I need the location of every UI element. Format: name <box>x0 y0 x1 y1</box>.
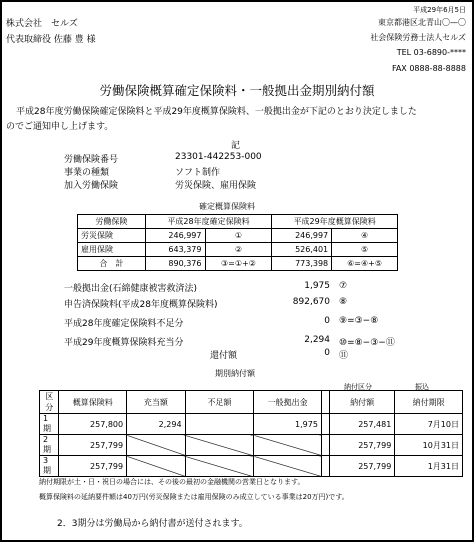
item-label: 還付額 <box>210 351 238 361</box>
item-mark: ⑧ <box>339 297 348 307</box>
table1-caption: 確定概算保険料 <box>199 202 255 211</box>
cell-mark: ② <box>205 243 272 257</box>
item-label: 一般拠出金(石綿健康被害救済法) <box>64 284 198 294</box>
group-header-furikomi: 振込 <box>415 383 429 391</box>
ki-heading: 記 <box>231 141 241 151</box>
cell-mark: ④ <box>332 229 398 243</box>
item-value: 0 <box>324 316 330 326</box>
col-header: 納付額 <box>329 391 394 414</box>
table-row <box>40 414 463 435</box>
cell-kyoshutsu-empty <box>254 456 322 477</box>
intro-line-1: 平成28年度労働保険確定保険料と平成29年度概算保険料、一般拠出金が下記のとおり決定しました <box>16 107 417 117</box>
col-header: 平成29年度概算保険料 <box>272 215 398 229</box>
table-header-row <box>78 215 398 229</box>
group-header-nofu: 納付区分 <box>344 383 372 391</box>
footer-note: 2．3期分は労働局から納付書が送付されます。 <box>57 519 248 529</box>
cell-mark: ⑥=④+⑤ <box>332 257 398 271</box>
row-kubun: 2期 <box>40 435 59 456</box>
info-value: 23301-442253-000 <box>175 152 262 162</box>
cell-mark: ① <box>205 229 272 243</box>
cell-kigen: 1月31日 <box>395 456 463 477</box>
item-label: 平成29年度概算保険料充当分 <box>64 338 184 348</box>
note-line: 概算保険料の延納要件額は40万円(労災保険または雇用保険のみ成立している事業は20万円)です。 <box>39 493 349 501</box>
info-label: 労働保険番号 <box>64 155 119 165</box>
cell-juto-empty <box>127 435 185 456</box>
item-label: 申告済保険料(平成28年度概算保険料) <box>64 300 218 310</box>
item-label: 平成28年度確定保険料不足分 <box>64 319 184 329</box>
item-mark: ⑪ <box>339 351 349 361</box>
table-total-row <box>78 257 398 271</box>
sender-address: 東京都港区北青山〇—〇 <box>378 18 466 27</box>
col-header: 概算保険料 <box>59 391 127 414</box>
document-title: 労働保険概算確定保険料・一般拠出金期別納付額 <box>99 83 375 98</box>
column-gap <box>321 391 329 414</box>
item-mark: ⑨=③−⑧ <box>339 316 379 326</box>
cell-fusoku-empty <box>185 435 254 456</box>
sender-tel: TEL 03-6890-**** <box>396 48 466 57</box>
item-mark: ⑩=⑧−③−⑪ <box>339 338 395 348</box>
table-row <box>78 243 398 257</box>
cell-gaisan: 257,799 <box>59 456 127 477</box>
info-value: 労災保険、雇用保険 <box>175 181 257 191</box>
col-header: 平成28年度確定保険料 <box>145 215 272 229</box>
cell-nofu: 257,799 <box>329 435 394 456</box>
sender-fax: FAX 0888-88-8888 <box>391 64 466 73</box>
table-row <box>78 229 398 243</box>
cell-value: 246,997 <box>145 229 205 243</box>
col-header: 区分 <box>40 391 59 414</box>
table-header-row <box>40 391 463 414</box>
info-value: ソフト制作 <box>175 168 221 178</box>
document-date: 平成29年6月5日 <box>413 6 466 14</box>
col-header: 充当額 <box>127 391 185 414</box>
info-label: 加入労働保険 <box>64 181 119 191</box>
cell-nofu: 257,799 <box>329 456 394 477</box>
item-mark: ⑦ <box>339 281 348 291</box>
recipient-person: 代表取締役 佐藤 豊 様 <box>6 35 96 45</box>
row-kubun: 1期 <box>40 414 59 435</box>
cell-kigen: 7月10日 <box>395 414 463 435</box>
cell-mark: ⑤ <box>332 243 398 257</box>
col-header: 労働保険 <box>78 215 146 229</box>
cell-value: 643,379 <box>145 243 205 257</box>
cell-kyoshutsu-empty <box>254 435 322 456</box>
intro-line-2: のでご通知申し上げます。 <box>6 122 114 132</box>
item-value: 892,670 <box>292 297 330 307</box>
column-gap <box>321 414 329 435</box>
col-header: 納付期限 <box>395 391 463 414</box>
cell-value: 890,376 <box>145 257 205 271</box>
cell-value: 526,401 <box>272 243 332 257</box>
column-gap <box>321 456 329 477</box>
row-label: 合 計 <box>78 257 146 271</box>
cell-gaisan: 257,799 <box>59 435 127 456</box>
cell-gaisan: 257,800 <box>59 414 127 435</box>
cell-fusoku-empty <box>185 456 254 477</box>
cell-value: 773,398 <box>272 257 332 271</box>
item-value: 0 <box>324 348 330 358</box>
cell-kigen: 10月31日 <box>395 435 463 456</box>
note-line: 納付期限が土・日・祝日の場合には、その後の最初の金融機関の営業日となります。 <box>39 478 305 486</box>
installment-table <box>39 390 463 477</box>
col-header: 不足額 <box>185 391 254 414</box>
row-label: 雇用保険 <box>78 243 146 257</box>
table2-caption: 期別納付額 <box>215 369 255 378</box>
cell-kyoshutsu: 1,975 <box>254 414 322 435</box>
cell-nofu: 257,481 <box>329 414 394 435</box>
info-label: 事業の種類 <box>64 168 110 178</box>
cell-juto-empty <box>127 456 185 477</box>
table-row <box>40 456 463 477</box>
cell-mark: ③=①+② <box>205 257 272 271</box>
item-value: 2,294 <box>304 335 330 345</box>
premium-table <box>77 214 398 271</box>
col-header: 一般拠出金 <box>254 391 322 414</box>
table-row <box>40 435 463 456</box>
row-kubun: 3期 <box>40 456 59 477</box>
column-gap <box>321 435 329 456</box>
cell-value: 246,997 <box>272 229 332 243</box>
item-value: 1,975 <box>304 281 330 291</box>
sender-office: 社会保険労務士法人セルズ <box>370 33 466 42</box>
recipient-company: 株式会社 セルズ <box>6 19 78 29</box>
row-label: 労災保険 <box>78 229 146 243</box>
cell-juto: 2,294 <box>127 414 185 435</box>
cell-fusoku <box>185 414 254 435</box>
